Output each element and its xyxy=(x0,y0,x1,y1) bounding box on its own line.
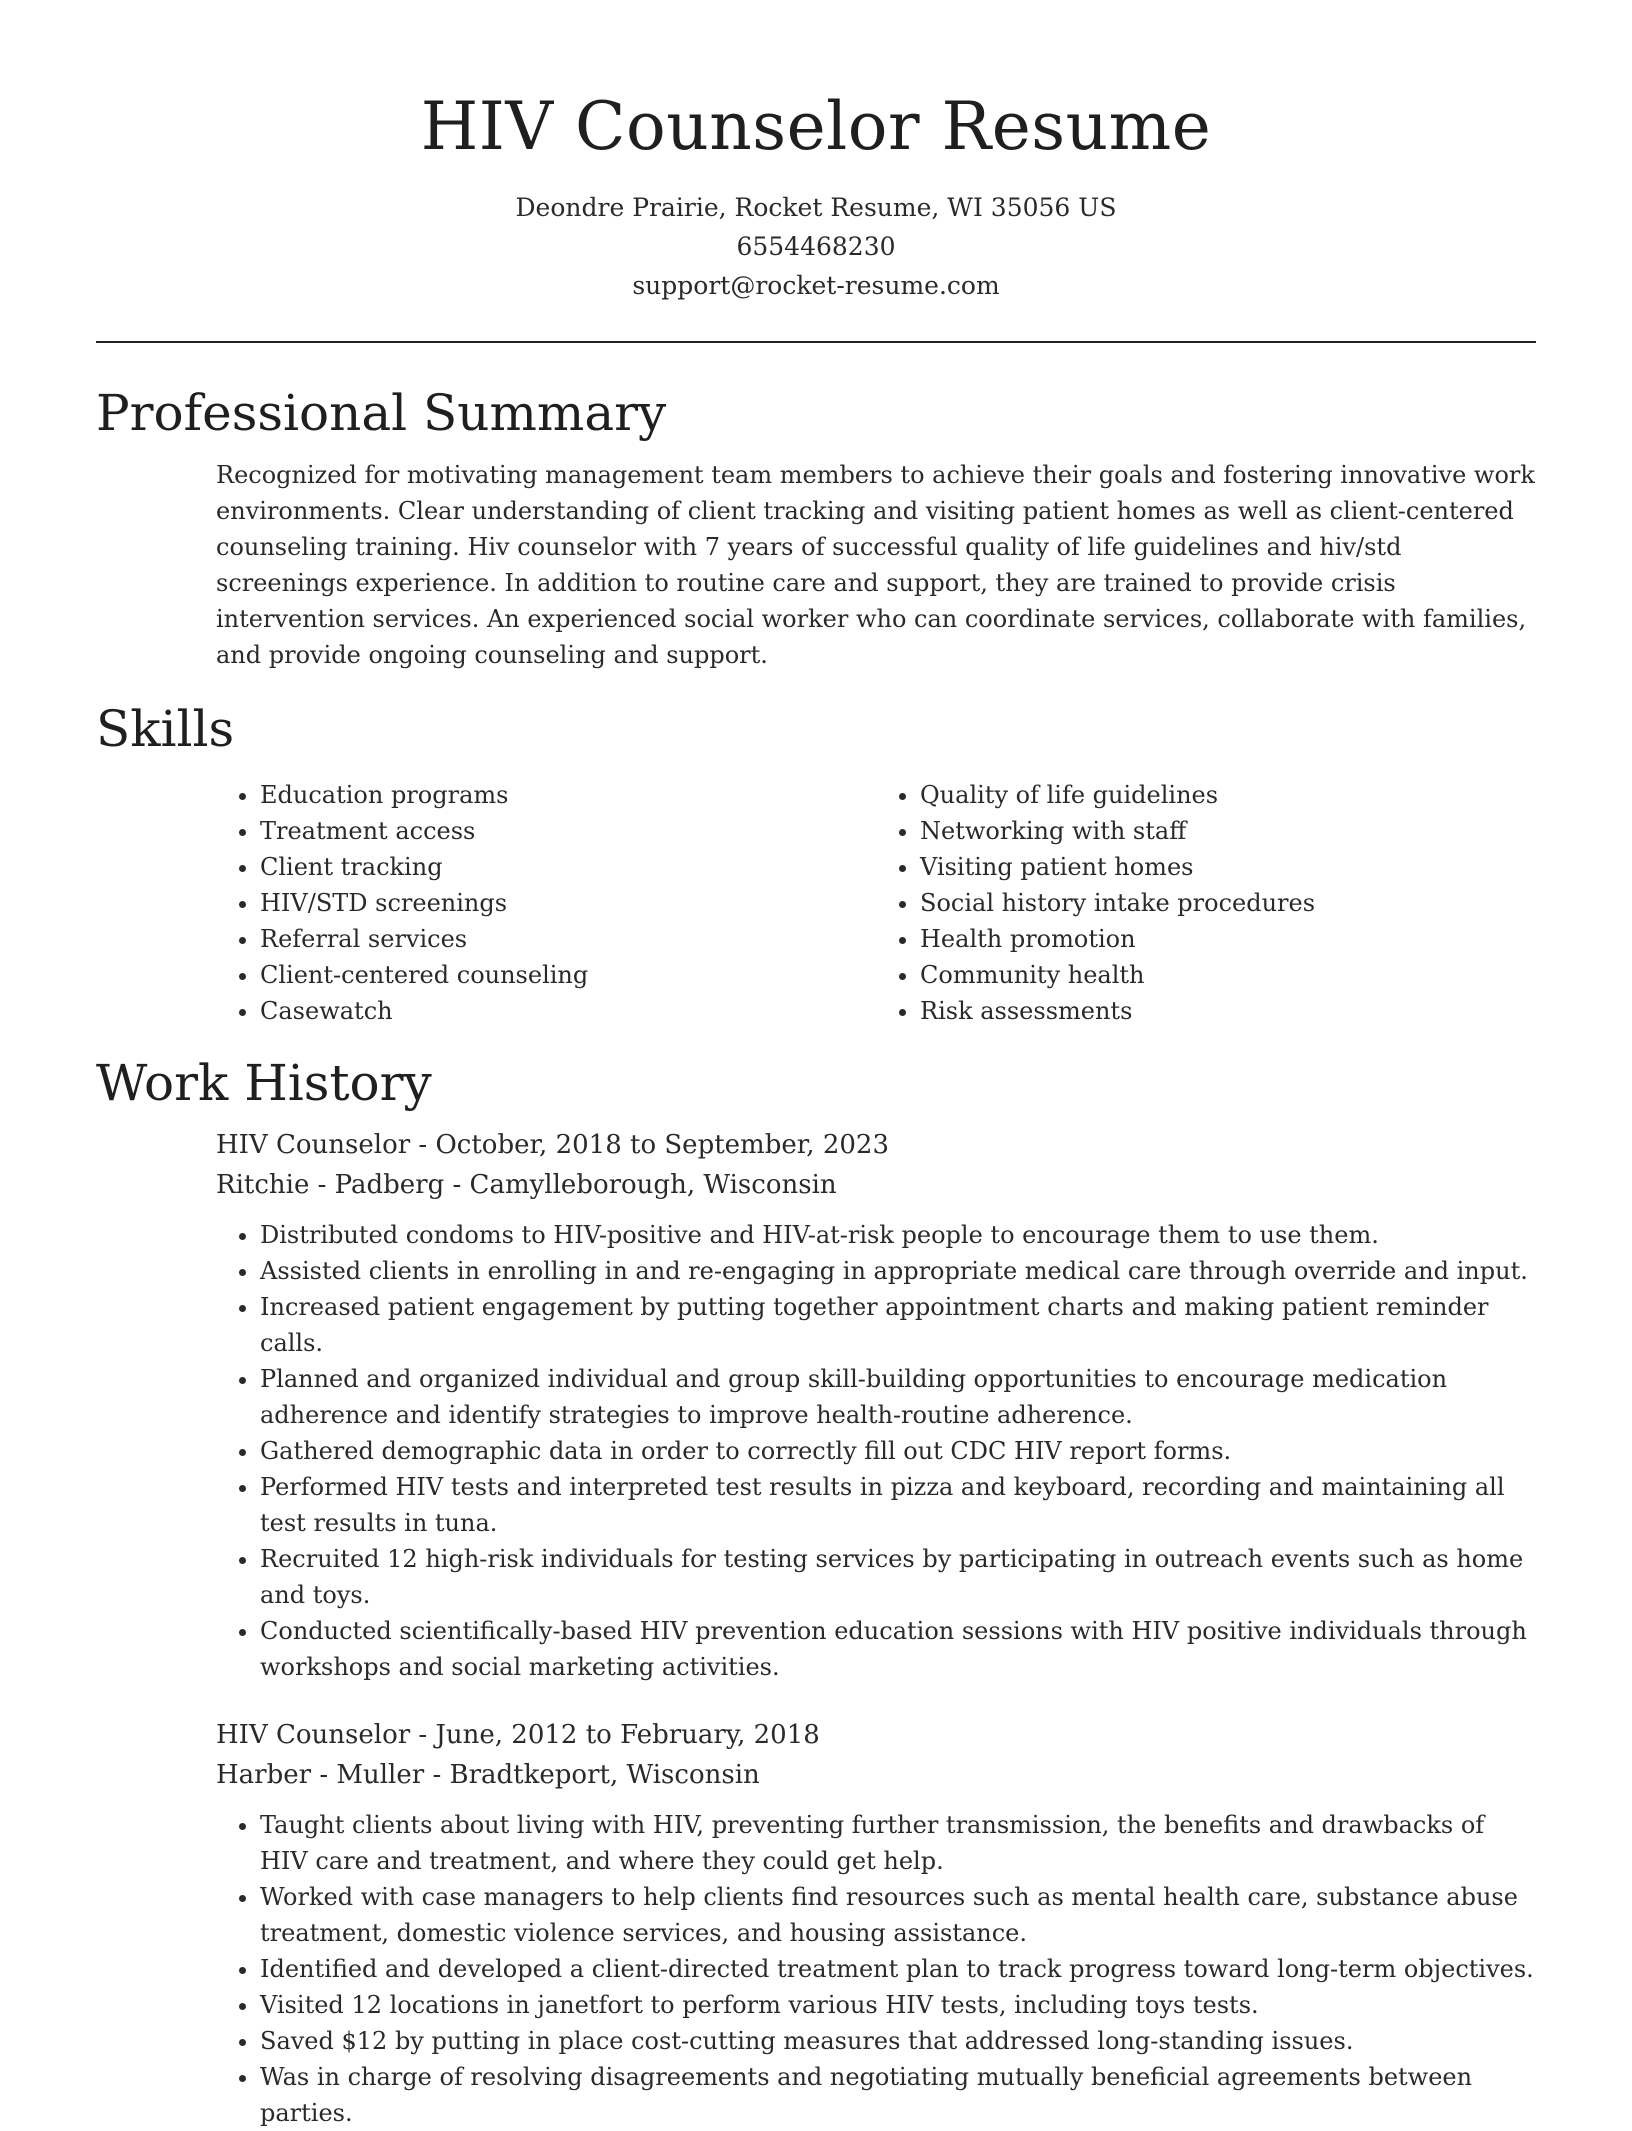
job-bullet: • Performed HIV tests and interpreted test results in pizza and keyboard, recording and maintaining all test results in tuna. xyxy=(260,1469,1536,1541)
job-bullet: • Taught clients about living with HIV, preventing further transmission, the benefits and drawbacks of HIV care and treatment, and where they could get help. xyxy=(260,1807,1536,1879)
resume-page xyxy=(96,0,1536,2131)
skill-item: • Client-centered counseling xyxy=(260,957,876,993)
job-bullet: • Identified and developed a client-directed treatment plan to track progress toward long-term objectives. xyxy=(260,1951,1536,1987)
skill-item: • Client tracking xyxy=(260,849,876,885)
job-company-line: Ritchie - Padberg - Camylleborough, Wisconsin xyxy=(216,1170,837,1200)
contact-address: Deondre Prairie, Rocket Resume, WI 35056 US xyxy=(515,193,1117,222)
contact-phone: 6554468230 xyxy=(736,232,896,261)
skill-item: • Treatment access xyxy=(260,813,876,849)
job-bullet: • Conducted scientifically-based HIV prevention education sessions with HIV positive individuals through workshops and social marketing activities. xyxy=(260,1613,1536,1685)
job-bullet: • Saved $12 by putting in place cost-cutting measures that addressed long-standing issues. xyxy=(260,2023,1536,2059)
skill-item: • Networking with staff xyxy=(920,813,1536,849)
job-bullet: • Gathered demographic data in order to correctly fill out CDC HIV report forms. xyxy=(260,1433,1536,1469)
summary-text: Recognized for motivating management team members to achieve their goals and fostering innovative work environments. Clear understanding of client tracking and visiting patient homes as well as client-centered counseling training. Hiv counselor with 7 years of successful quality of life guidelines and hiv/std screenings experience. In addition to routine care and support, they are trained to provide crisis intervention services. An experienced social worker who can coordinate services, collaborate with families, and provide ongoing counseling and support. xyxy=(216,461,1535,669)
skill-item: • Education programs xyxy=(260,777,876,813)
skill-item: • Casewatch xyxy=(260,993,876,1029)
job-bullet: • Recruited 12 high-risk individuals for testing services by participating in outreach events such as home and toys. xyxy=(260,1541,1536,1613)
skill-item: • Health promotion xyxy=(920,921,1536,957)
skill-item: • Visiting patient homes xyxy=(920,849,1536,885)
skills-columns xyxy=(216,777,1536,1029)
resume-title: HIV Counselor Resume xyxy=(420,88,1212,165)
job-entry xyxy=(96,1715,1536,2131)
skills-right-list xyxy=(876,777,1536,1029)
skill-item: • Social history intake procedures xyxy=(920,885,1536,921)
skill-item: • Referral services xyxy=(260,921,876,957)
job-bullet: • Assisted clients in enrolling in and re-engaging in appropriate medical care through override and input. xyxy=(260,1253,1536,1289)
skill-item: • Risk assessments xyxy=(920,993,1536,1029)
job-entry xyxy=(96,1125,1536,1685)
skill-item: • Community health xyxy=(920,957,1536,993)
work-history-heading: Work History xyxy=(96,1054,432,1112)
job-title-line: HIV Counselor - June, 2012 to February, 2018 xyxy=(216,1720,820,1750)
skills-heading: Skills xyxy=(96,700,235,758)
job-bullet: • Distributed condoms to HIV-positive and HIV-at-risk people to encourage them to use them. xyxy=(260,1217,1536,1253)
header-divider xyxy=(96,341,1536,343)
job-bullet: • Worked with case managers to help clients find resources such as mental health care, substance abuse treatment, domestic violence services, and housing assistance. xyxy=(260,1879,1536,1951)
skills-left-list xyxy=(216,777,876,1029)
skill-item: • HIV/STD screenings xyxy=(260,885,876,921)
job-bullet: • Visited 12 locations in janetfort to perform various HIV tests, including toys tests. xyxy=(260,1987,1536,2023)
summary-heading: Professional Summary xyxy=(96,384,667,442)
contact-block xyxy=(96,188,1536,305)
job-bullets xyxy=(216,1217,1536,1685)
job-bullet: • Planned and organized individual and group skill-building opportunities to encourage medication adherence and identify strategies to improve health-routine adherence. xyxy=(260,1361,1536,1433)
job-bullets xyxy=(216,1807,1536,2131)
job-bullet: • Increased patient engagement by putting together appointment charts and making patient reminder calls. xyxy=(260,1289,1536,1361)
job-bullet: • Was in charge of resolving disagreements and negotiating mutually beneficial agreements between parties. xyxy=(260,2059,1536,2131)
job-title-line: HIV Counselor - October, 2018 to September, 2023 xyxy=(216,1130,890,1160)
contact-email: support@rocket-resume.com xyxy=(632,271,1000,300)
job-company-line: Harber - Muller - Bradtkeport, Wisconsin xyxy=(216,1760,760,1790)
skill-item: • Quality of life guidelines xyxy=(920,777,1536,813)
